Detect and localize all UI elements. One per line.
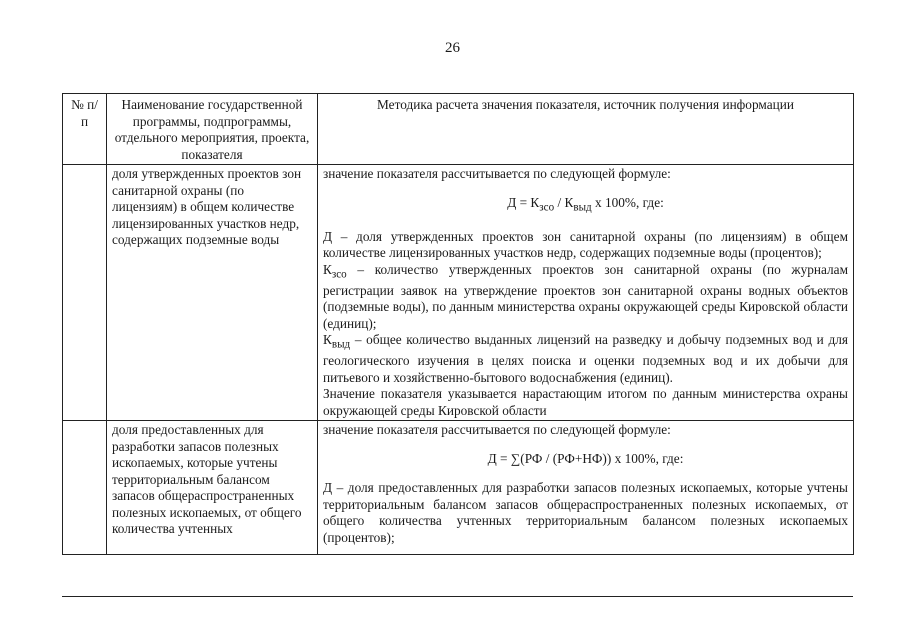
- indicator-name-text: доля предоставленных для разработки запасов полезных ископаемых, которые учтены территориальным балансом запасов общераспространенных полезных ископаемых, от общего количества учтенных: [112, 422, 302, 537]
- note-paragraph: Значение показателя указывается нарастающим итогом по данным министерства охраны окружающей среды Кировской области: [323, 386, 848, 418]
- header-method: Методика расчета значения показателя, источник получения информации: [318, 94, 854, 165]
- table-row: [63, 421, 854, 555]
- method-intro: значение показателя рассчитывается по следующей формуле:: [323, 166, 671, 181]
- row-number-cell: [63, 421, 107, 555]
- row-number-cell: [63, 165, 107, 421]
- indicator-name-cell: [107, 421, 318, 555]
- definition-paragraph: $К_{выд}$ – общее количество выданных лицензий на разведку и добычу подземных вод и для геологического изучения в целях поиска и оценки подземных вод и их добычи для питьевого и хозяйственно-бытового водоснабжения (единиц).: [323, 332, 848, 385]
- definition-paragraph: $К_{зсо}$ – количество утвержденных проектов зон санитарной охраны (по журналам регистрации заявок на утверждение проектов зон санитарной охраны водных объектов (подземные воды), по данным министерства охраны окружающей среды Кировской области (единиц);: [323, 261, 848, 331]
- table-header-row: [63, 94, 854, 165]
- table-bottom-border: [62, 596, 853, 597]
- formula: Д = ∑(РФ / (РФ+НФ)) х 100%, где:: [487, 450, 684, 466]
- header-number: № п/п: [63, 94, 107, 165]
- method-cell: [318, 421, 854, 555]
- method-cell: [318, 165, 854, 421]
- header-name: Наименование государственной программы, подпрограммы, отдельного мероприятия, проекта, показателя: [107, 94, 318, 165]
- indicators-table: [62, 93, 854, 555]
- method-intro: значение показателя рассчитывается по следующей формуле:: [323, 422, 671, 438]
- table-row: [63, 165, 854, 421]
- page-number: 26: [445, 40, 460, 56]
- definition-paragraph: Д – доля утвержденных проектов зон санитарной охраны (по лицензиям) в общем количестве лицензированных участков недр, содержащих подземные воды (процентов);: [323, 228, 848, 261]
- indicator-name-cell: доля утвержденных проектов зон санитарной охраны (по лицензиям) в общем количестве лицензированных участков недр, содержащих подземные воды: [107, 165, 318, 421]
- definition-paragraph: Д – доля предоставленных для разработки запасов полезных ископаемых, которые учтены территориальным балансом запасов общераспространенных полезных ископаемых, от общего количества учтенных территориальным балансом полезных ископаемых (процентов);: [323, 480, 848, 545]
- formula: $Д = К_{зсо} / К_{выд}$ х 100%, где:: [507, 194, 664, 214]
